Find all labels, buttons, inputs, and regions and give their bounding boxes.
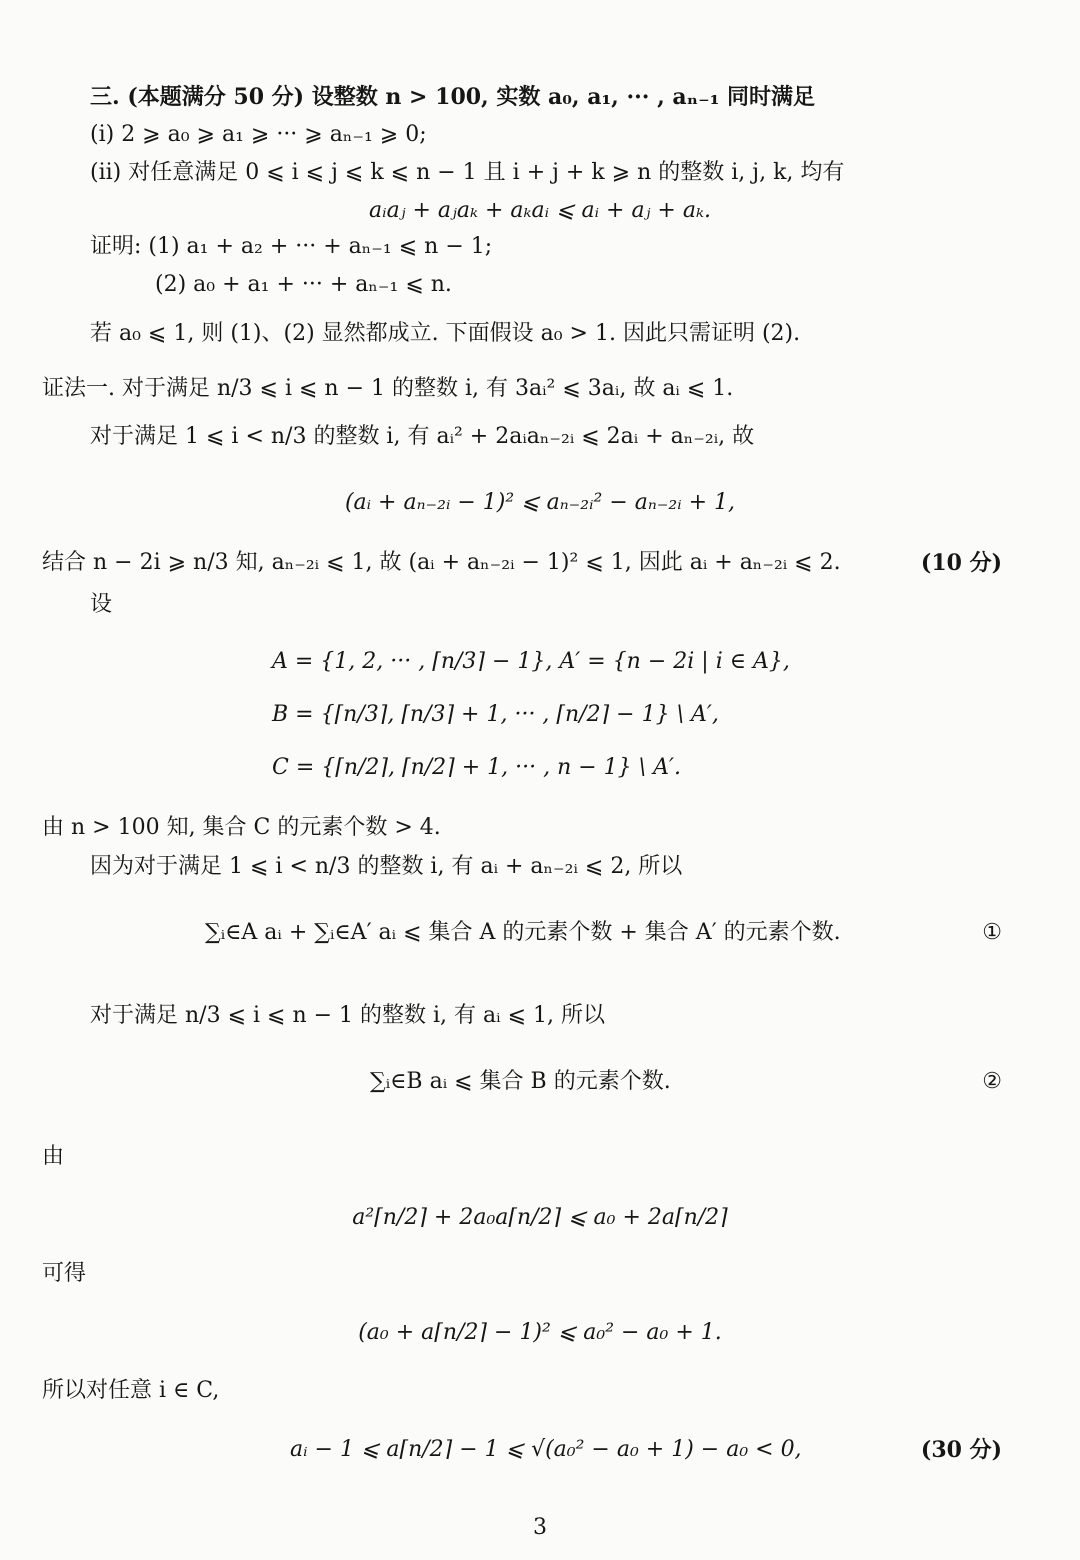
solution-intro: 若 a₀ ⩽ 1, 则 (1)、(2) 显然都成立. 下面假设 a₀ > 1. 因此只需证明 (2). [90, 321, 801, 346]
because-line: 因为对于满足 1 ⩽ i < n/3 的整数 i, 有 aᵢ + aₙ₋₂ᵢ ⩽ 2, 所以 [90, 854, 683, 879]
count-line: 由 n > 100 知, 集合 C 的元素个数 > 4. [42, 815, 441, 840]
obtain-label: 可得 [42, 1261, 87, 1286]
formula-4: aᵢ − 1 ⩽ a⌈n/2⌉ − 1 ⩽ √(a₀² − a₀ + 1) − a₀ < 0, [290, 1437, 802, 1462]
formula-3: (a₀ + a⌈n/2⌉ − 1)² ⩽ a₀² − a₀ + 1. [358, 1320, 722, 1345]
let-label: 设 [90, 592, 113, 617]
formula-1: (aᵢ + aₙ₋₂ᵢ − 1)² ⩽ aₙ₋₂ᵢ² − aₙ₋₂ᵢ + 1, [344, 490, 736, 515]
from-label: 由 [42, 1144, 65, 1169]
any-line: 所以对任意 i ∈ C, [42, 1378, 220, 1403]
set-a-definition: A = {1, 2, ··· , ⌈n/3⌉ − 1}, A′ = {n − 2i | i ∈ A}, [272, 649, 790, 674]
problem-heading: 三. (本题满分 50 分) 设整数 n > 100, 实数 a₀, a₁, ··· , aₙ₋₁ 同时满足 [90, 84, 815, 110]
solution-line-3: 结合 n − 2i ⩾ n/3 知, aₙ₋₂ᵢ ⩽ 1, 故 (aᵢ + aₙ₋₂ᵢ − 1)² ⩽ 1, 因此 aᵢ + aₙ₋₂ᵢ ⩽ 2. [42, 550, 841, 575]
equation-mark-1: ① [982, 920, 1002, 945]
set-b-definition: B = {⌈n/3⌉, ⌈n/3⌉ + 1, ··· , ⌈n/2⌉ − 1} \ A′, [272, 702, 719, 727]
condition-ii-formula: aᵢaⱼ + aⱼaₖ + aₖaᵢ ⩽ aᵢ + aⱼ + aₖ. [369, 198, 711, 223]
prove-part-1: 证明: (1) a₁ + a₂ + ··· + aₙ₋₁ ⩽ n − 1; [90, 234, 493, 259]
prove-part-2: (2) a₀ + a₁ + ··· + aₙ₋₁ ⩽ n. [155, 272, 452, 297]
for-line: 对于满足 n/3 ⩽ i ⩽ n − 1 的整数 i, 有 aᵢ ⩽ 1, 所以 [90, 1003, 605, 1028]
equation-mark-2: ② [982, 1069, 1002, 1094]
score-10: (10 分) [920, 550, 1002, 576]
page-number: 3 [533, 1515, 547, 1540]
score-30: (30 分) [920, 1437, 1002, 1463]
set-c-definition: C = {⌈n/2⌉, ⌈n/2⌉ + 1, ··· , n − 1} \ A′. [272, 755, 681, 780]
inequality-1: ∑ᵢ∈A aᵢ + ∑ᵢ∈A′ aᵢ ⩽ 集合 A 的元素个数 + 集合 A′ 的元素个数. [205, 920, 841, 945]
inequality-2: ∑ᵢ∈B aᵢ ⩽ 集合 B 的元素个数. [370, 1069, 671, 1094]
solution-line-2: 对于满足 1 ⩽ i < n/3 的整数 i, 有 aᵢ² + 2aᵢaₙ₋₂ᵢ ⩽ 2aᵢ + aₙ₋₂ᵢ, 故 [90, 424, 755, 449]
condition-i: (i) 2 ⩾ a₀ ⩾ a₁ ⩾ ··· ⩾ aₙ₋₁ ⩾ 0; [90, 122, 427, 147]
condition-ii: (ii) 对任意满足 0 ⩽ i ⩽ j ⩽ k ⩽ n − 1 且 i + j + k ⩾ n 的整数 i, j, k, 均有 [90, 160, 845, 185]
formula-2: a²⌈n/2⌉ + 2a₀a⌈n/2⌉ ⩽ a₀ + 2a⌈n/2⌉ [352, 1205, 728, 1230]
method-one-line: 证法一. 对于满足 n/3 ⩽ i ⩽ n − 1 的整数 i, 有 3aᵢ² ⩽ 3aᵢ, 故 aᵢ ⩽ 1. [42, 376, 734, 401]
